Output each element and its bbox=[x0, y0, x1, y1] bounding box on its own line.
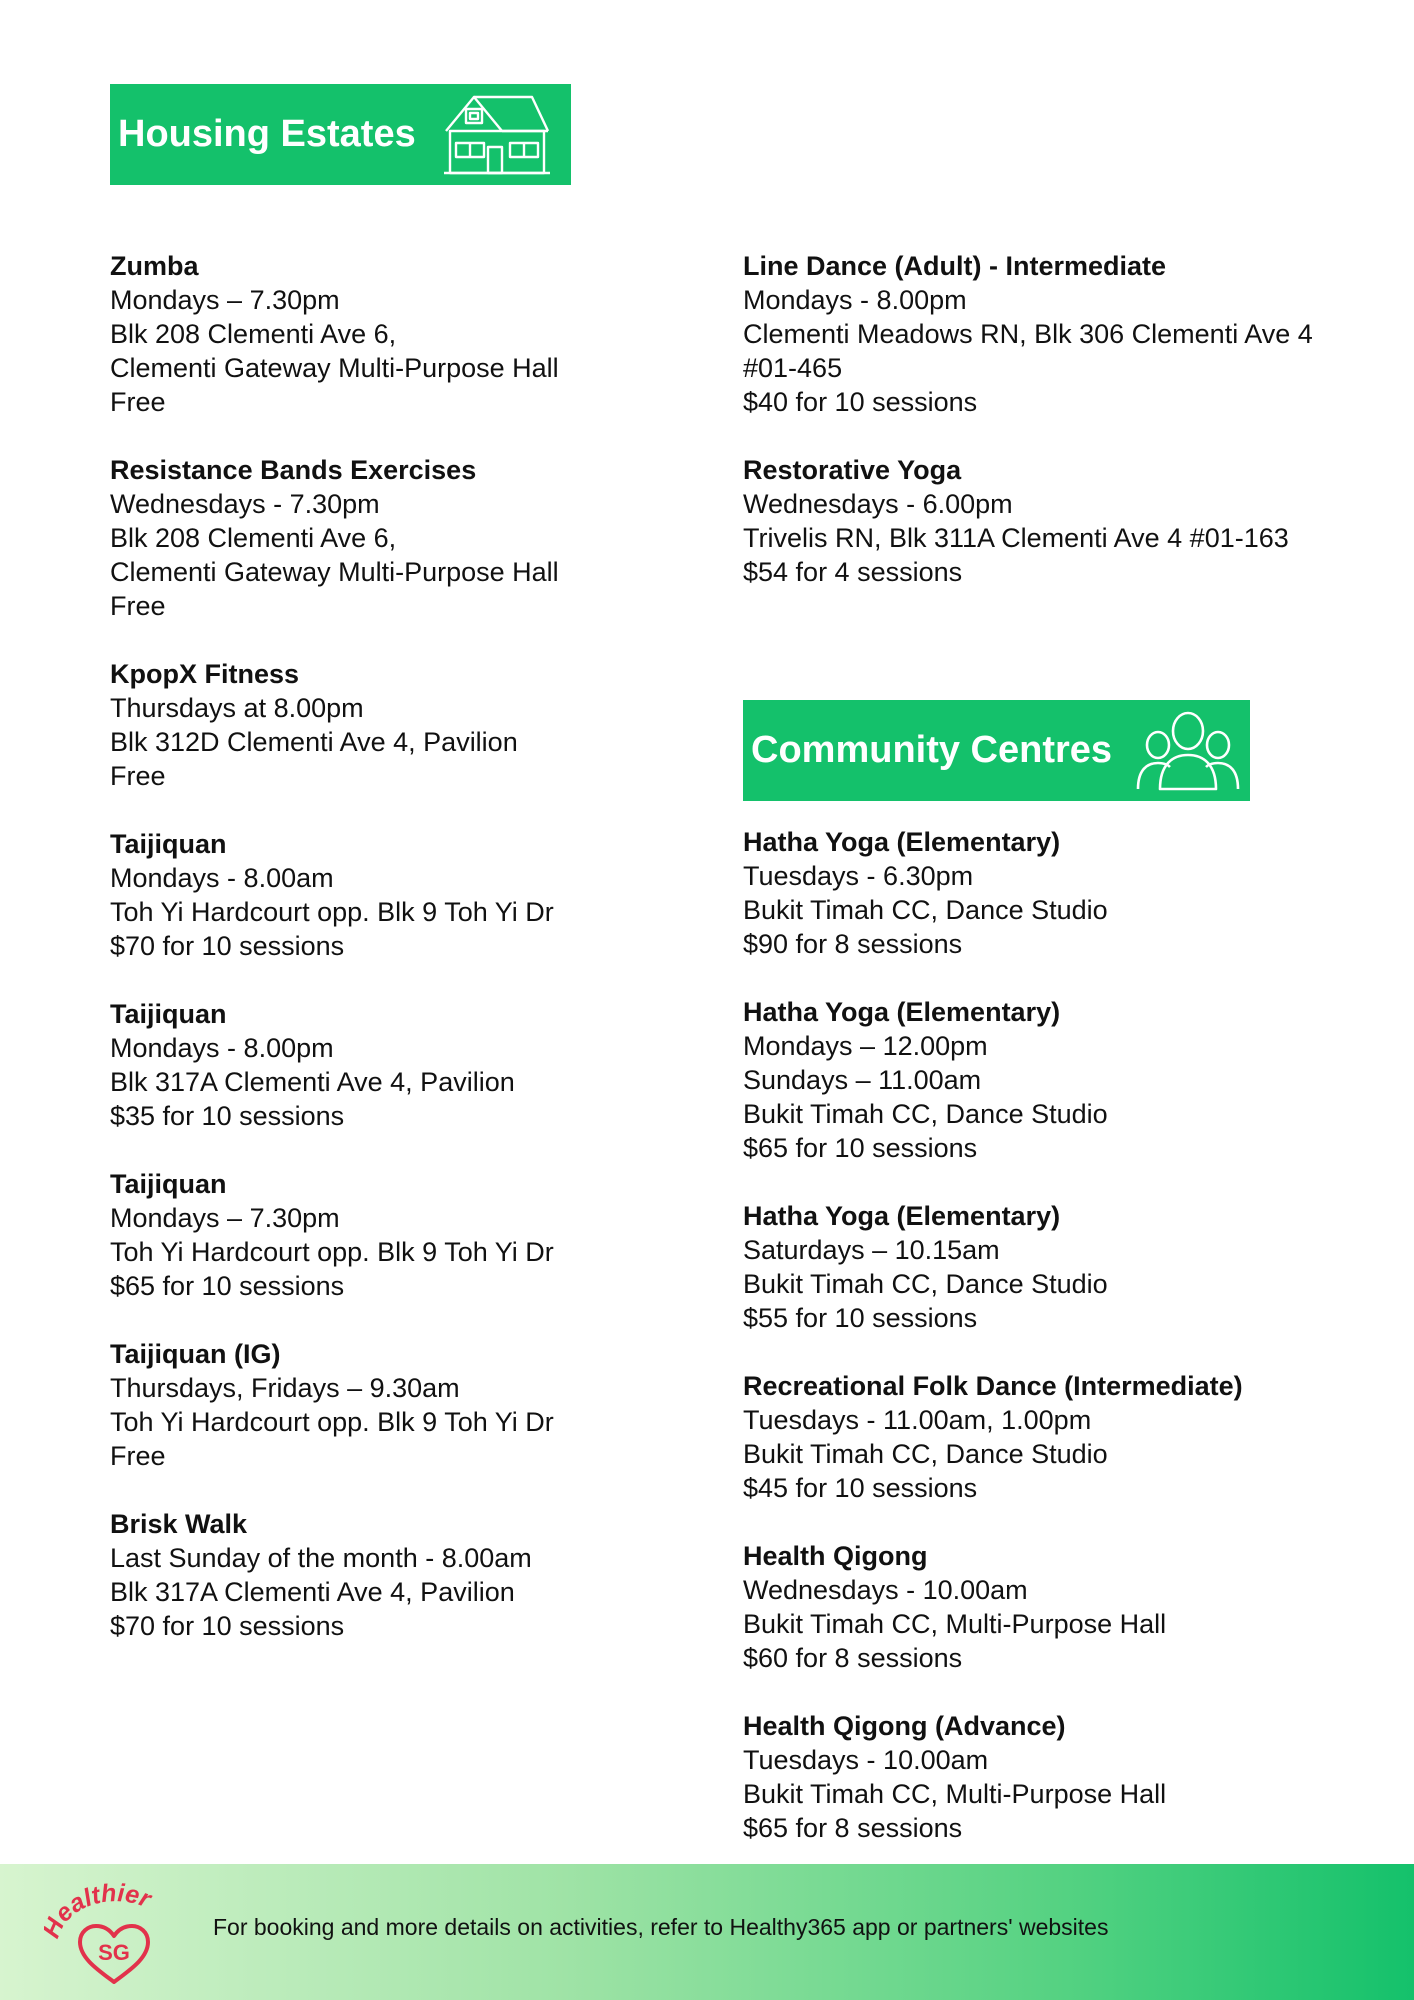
activity-item bbox=[743, 995, 1403, 1165]
activity-detail: $65 for 10 sessions bbox=[743, 1133, 978, 1163]
activity-title: Resistance Bands Exercises bbox=[110, 455, 477, 485]
footer-note: For booking and more details on activities, refer to Healthy365 app or partners' websites bbox=[213, 1914, 1109, 1940]
activity-detail: Blk 312D Clementi Ave 4, Pavilion bbox=[110, 727, 518, 757]
activity-detail: Clementi Meadows RN, Blk 306 Clementi Ave 4 bbox=[743, 319, 1313, 349]
activity-detail: Bukit Timah CC, Multi-Purpose Hall bbox=[743, 1779, 1167, 1809]
activity-detail: Wednesdays - 6.00pm bbox=[743, 489, 1013, 519]
activity-detail: Trivelis RN, Blk 311A Clementi Ave 4 #01-163 bbox=[743, 523, 1289, 553]
activity-title: Taijiquan bbox=[110, 1169, 227, 1199]
activity-detail: Thursdays at 8.00pm bbox=[110, 693, 364, 723]
activity-item bbox=[743, 249, 1403, 419]
activity-title: Zumba bbox=[110, 251, 199, 281]
activity-detail: $70 for 10 sessions bbox=[110, 931, 345, 961]
svg-text:Healthier: ealthier bbox=[49, 1878, 155, 1928]
activity-detail: Toh Yi Hardcourt opp. Blk 9 Toh Yi Dr bbox=[110, 1407, 554, 1437]
activity-item bbox=[110, 249, 710, 419]
activity-detail: $65 for 8 sessions bbox=[743, 1813, 963, 1843]
activity-item bbox=[743, 1369, 1403, 1505]
activity-item bbox=[110, 827, 710, 963]
activity-item bbox=[743, 1199, 1403, 1335]
activity-detail: Saturdays – 10.15am bbox=[743, 1235, 1000, 1265]
people-group-icon bbox=[1136, 709, 1240, 793]
activity-title: Restorative Yoga bbox=[743, 455, 962, 485]
activity-detail: Bukit Timah CC, Multi-Purpose Hall bbox=[743, 1609, 1167, 1639]
activity-detail: $70 for 10 sessions bbox=[110, 1611, 345, 1641]
activity-detail: Tuesdays - 11.00am, 1.00pm bbox=[743, 1405, 1092, 1435]
activity-detail: Wednesdays - 10.00am bbox=[743, 1575, 1028, 1605]
activity-item bbox=[110, 1507, 710, 1643]
activity-detail: Bukit Timah CC, Dance Studio bbox=[743, 1439, 1108, 1469]
activity-detail: Mondays – 7.30pm bbox=[110, 1203, 340, 1233]
community-activities bbox=[743, 825, 1403, 1879]
activity-detail: Blk 208 Clementi Ave 6, bbox=[110, 523, 397, 553]
healthier-sg-logo bbox=[44, 1878, 184, 1988]
housing-estates-title: Housing Estates bbox=[118, 113, 416, 155]
housing-estates-banner bbox=[110, 84, 571, 185]
activity-detail: Free bbox=[110, 387, 166, 417]
activity-detail: $60 for 8 sessions bbox=[743, 1643, 963, 1673]
activity-detail: Mondays - 8.00pm bbox=[110, 1033, 334, 1063]
activity-item bbox=[743, 825, 1403, 961]
activity-title: Taijiquan bbox=[110, 999, 227, 1029]
house-icon bbox=[440, 91, 550, 179]
activity-detail: Toh Yi Hardcourt opp. Blk 9 Toh Yi Dr bbox=[110, 897, 554, 927]
activity-title: Taijiquan (IG) bbox=[110, 1339, 281, 1369]
activity-detail: Free bbox=[110, 761, 166, 791]
activity-title: Health Qigong (Advance) bbox=[743, 1711, 1066, 1741]
activity-detail: $35 for 10 sessions bbox=[110, 1101, 345, 1131]
activity-detail: $45 for 10 sessions bbox=[743, 1473, 978, 1503]
activity-detail: Free bbox=[110, 1441, 166, 1471]
activity-detail: Bukit Timah CC, Dance Studio bbox=[743, 1099, 1108, 1129]
activity-detail: Last Sunday of the month - 8.00am bbox=[110, 1543, 532, 1573]
activity-item bbox=[110, 1167, 710, 1303]
housing-activities-left bbox=[110, 249, 710, 1677]
activity-title: Line Dance (Adult) - Intermediate bbox=[743, 251, 1167, 281]
activity-title: Hatha Yoga (Elementary) bbox=[743, 827, 1061, 857]
activity-detail: Mondays - 8.00pm bbox=[743, 285, 967, 315]
activity-detail: Tuesdays - 6.30pm bbox=[743, 861, 974, 891]
activity-detail: $55 for 10 sessions bbox=[743, 1303, 978, 1333]
activity-item bbox=[743, 453, 1403, 589]
activity-item bbox=[743, 1539, 1403, 1675]
activity-item bbox=[110, 657, 710, 793]
activity-detail: Sundays – 11.00am bbox=[743, 1065, 982, 1095]
activity-detail: Mondays - 8.00am bbox=[110, 863, 334, 893]
activity-detail: Bukit Timah CC, Dance Studio bbox=[743, 1269, 1108, 1299]
activity-detail: Clementi Gateway Multi-Purpose Hall bbox=[110, 557, 559, 587]
activity-detail: Mondays – 7.30pm bbox=[110, 285, 340, 315]
activity-detail: $65 for 10 sessions bbox=[110, 1271, 345, 1301]
activity-title: Taijiquan bbox=[110, 829, 227, 859]
community-centres-title: Community Centres bbox=[751, 729, 1113, 771]
activity-detail: Toh Yi Hardcourt opp. Blk 9 Toh Yi Dr bbox=[110, 1237, 554, 1267]
activity-detail: #01-465 bbox=[743, 353, 843, 383]
activity-detail: $40 for 10 sessions bbox=[743, 387, 978, 417]
activity-detail: Thursdays, Fridays – 9.30am bbox=[110, 1373, 460, 1403]
activity-detail: Blk 208 Clementi Ave 6, bbox=[110, 319, 397, 349]
activity-title: KpopX Fitness bbox=[110, 659, 300, 689]
community-centres-banner bbox=[743, 700, 1250, 801]
activity-detail: $54 for 4 sessions bbox=[743, 557, 963, 587]
activity-detail: Blk 317A Clementi Ave 4, Pavilion bbox=[110, 1577, 515, 1607]
activity-title: Brisk Walk bbox=[110, 1509, 248, 1539]
activity-detail: Blk 317A Clementi Ave 4, Pavilion bbox=[110, 1067, 515, 1097]
svg-text:SG: SG bbox=[98, 1940, 130, 1965]
activity-detail: Clementi Gateway Multi-Purpose Hall bbox=[110, 353, 559, 383]
activity-detail: Free bbox=[110, 591, 166, 621]
activity-item bbox=[110, 1337, 710, 1473]
activity-detail: Mondays – 12.00pm bbox=[743, 1031, 988, 1061]
activity-title: Hatha Yoga (Elementary) bbox=[743, 997, 1061, 1027]
activity-detail: Bukit Timah CC, Dance Studio bbox=[743, 895, 1108, 925]
activity-title: Health Qigong bbox=[743, 1541, 928, 1571]
activity-detail: Tuesdays - 10.00am bbox=[743, 1745, 989, 1775]
footer-bar bbox=[0, 1864, 1414, 2000]
activity-item bbox=[110, 997, 710, 1133]
activity-item bbox=[743, 1709, 1403, 1845]
activity-item bbox=[110, 453, 710, 623]
housing-activities-right bbox=[743, 249, 1403, 623]
activity-title: Recreational Folk Dance (Intermediate) bbox=[743, 1371, 1243, 1401]
activity-title: Hatha Yoga (Elementary) bbox=[743, 1201, 1061, 1231]
activity-detail: Wednesdays - 7.30pm bbox=[110, 489, 380, 519]
activity-detail: $90 for 8 sessions bbox=[743, 929, 963, 959]
